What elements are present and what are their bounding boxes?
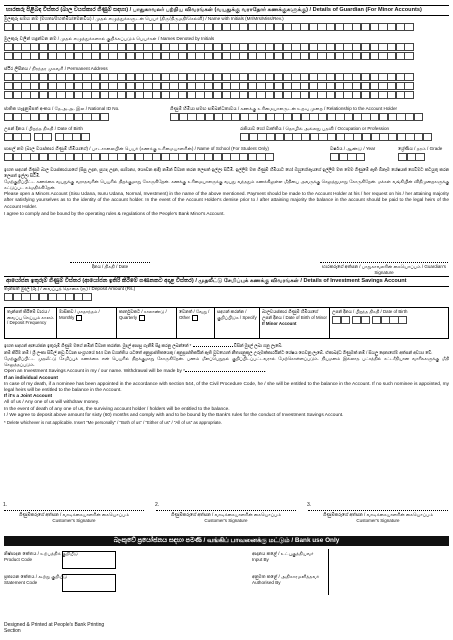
customer-signature-2[interactable] bbox=[155, 502, 296, 523]
guardian-school-boxes[interactable] bbox=[4, 153, 304, 161]
deposit-amount-boxes[interactable] bbox=[4, 293, 204, 301]
minor-dob-cell bbox=[330, 308, 448, 338]
deposit-frequency-label: තැන්පත් කිරීමේ වාරය / வைப்பு செய்யும் காலம் / Deposit Frequency bbox=[5, 308, 57, 338]
signature-2-label: Customer's Signature bbox=[204, 517, 248, 523]
guardian-para-en1: Please open a Minors Account (Sisu Udana, Isuru Udana, Normal, Investment) in the name of the above mentioned. Payment should be made to the Account Holder at his / her request on his / her attaining majority after satisfying yourselves as to the identity of the account holder. In the event of the Account Holder's demise prior to / after attaining majority the balance in the account should be paid to the legal heirs of the Account Holder. bbox=[4, 191, 449, 209]
signature-3-label: Customer's Signature bbox=[356, 517, 400, 523]
authorised-by-label: Authorised By bbox=[252, 579, 281, 585]
guardian-nic-label: ජාතික හැඳුනුම්පත් අංකය / தே.அ.அ. இல / National ID No. bbox=[4, 106, 120, 111]
bank-authorisation-box[interactable] bbox=[328, 549, 448, 595]
guardian-relationship-row bbox=[170, 106, 449, 121]
quarterly-checkbox[interactable] bbox=[139, 315, 145, 321]
other-label: වෙනත් / வேறு / Other bbox=[179, 309, 210, 320]
joint-account-heading: If it's a Joint Account bbox=[4, 394, 53, 400]
guardian-grade-row bbox=[398, 146, 448, 161]
quarterly-label: කාර්තුවකට / காலாண்டு / Quarterly bbox=[119, 309, 167, 320]
guardian-address-label: ස්ථිර ලිපිනය / நிரந்தர முகவரி / Permanent Address bbox=[4, 66, 108, 71]
guardian-para-ta: மேற்குறிப்பிட்ட கணக்கை வயதுக்கு வராதவரின் பெயரில் திறக்குமாறு கோருகிறேன். கணக்கு உரிமையாளருக்கு வயது வந்ததும் கணக்கிலுள்ள மீதியை அவருக்கு செலுத்துமாறு கோருகிறேன். மக்கள் வங்கியின் விதிமுறைகளுக்கு கட்டுப்பட சம்மதிக்கிறேன். bbox=[4, 179, 449, 190]
statement-code-si: ප්‍රකාශන කේතය / கூற்று குறியீடு bbox=[4, 574, 68, 579]
input-by-row bbox=[252, 551, 332, 562]
guardian-names-boxes[interactable] bbox=[4, 43, 449, 51]
product-code-box[interactable] bbox=[62, 551, 116, 569]
guardian-name-label: මුලකුරු සමඟ නම (මහතා/මහත්මිය/මෙනවිය) / முதல் எழுத்துக்களுடன் பெயர் (திரு/திருமதி/செல்வி) / Name with Initials (Mr/Mrs/Miss/Rev.) bbox=[4, 16, 284, 21]
nominee-paragraph: In case of my death, if a nominee has been appointed in the accordance with section 544, of the Civil Procedure Code, he / she will be entitled to the balance in the Account. If no such nominee is appointed, my legal heirs will be entitled to the balance in the Account. bbox=[4, 381, 449, 394]
specify-field[interactable]: සඳහන් කරන්න / குறிப்பிடுக / Specify bbox=[215, 308, 260, 338]
guardian-year-label: වර්ෂය / ஆண்டு / Year bbox=[330, 146, 376, 151]
statement-code-label: Statement Code bbox=[4, 579, 38, 585]
input-by-si: ආදානය කළේ / உட்புகுத்தியவர் bbox=[252, 551, 314, 556]
monthly-checkbox[interactable] bbox=[76, 315, 82, 321]
instructions-list-si: නම් කිරීම නම් / ශ්‍රී ලංකා සිවිල් නඩු විධාන සංග්‍රහයේ 544 වන වගන්තිය යටතේ අනුප්‍රාප්තිකයෙකු / අනුප්‍රාප්තිකයින් ඇති වුවහොත් නීත්‍යානුකූල උරුමක්කාරයින්ට ශේෂය ගෙවනු ලැබේ. ඒකාබද්ධ ගිණුමක් නම් / සියලු දෙනාගේම අත්සන් අවශ්‍ය වේ. bbox=[4, 349, 433, 355]
guardian-address-boxes-2[interactable] bbox=[4, 82, 449, 90]
guardian-dob-label: උපන් දිනය / பிறந்த திகதி / Date of Birth bbox=[4, 126, 83, 131]
signature-2-si: ගිණුම්කරුගේ අත්සන / வாடிக்கையாளரின் கையொப்பம் bbox=[170, 512, 282, 517]
guardian-occupation-label: රැකියාව හෝ වෘත්තිය / தொழில் அல்லது பதவி / Occupation or Profession bbox=[240, 126, 390, 131]
deposit-frequency-grid bbox=[4, 307, 449, 339]
deposit-amount-row bbox=[4, 286, 204, 301]
guardian-nic-row bbox=[4, 106, 154, 121]
guardian-occupation-row bbox=[240, 126, 449, 141]
footer-line-1: Designed & Printed at People's Bank Printing bbox=[4, 622, 105, 628]
signature-1-si: ගිණුම්කරුගේ අත්සන / வாடிக்கையாளரின் கையொப்பம் bbox=[18, 512, 130, 517]
guardian-name-row bbox=[4, 16, 449, 31]
guardian-grade-boxes[interactable] bbox=[398, 153, 448, 161]
customer-signature-3[interactable] bbox=[307, 502, 448, 523]
delete-note: * Delete whichever is not applicable. Insert "Me personally" / "Both of us" / "Either of us" / "All of us" as appropriate. bbox=[4, 420, 223, 426]
authorised-by-row bbox=[252, 574, 332, 585]
joint-line-1: All of us / Any one of us will withdraw money. bbox=[4, 400, 100, 406]
agreement-line: I / We agree to deposit above amount for sixty (60) months and comply with and to be bound by the Bank's rules for the conduct of Investment Savings Account. bbox=[4, 412, 344, 418]
minor-dob-short-label: උපන් දිනය / பிறந்த திகதி / Date of Birth bbox=[332, 309, 408, 314]
guardian-name-boxes[interactable] bbox=[4, 23, 449, 31]
guardian-address-row bbox=[4, 66, 449, 99]
quarterly-option[interactable] bbox=[117, 308, 177, 338]
instructions-list-ta: மேற்குறிப்பிட்ட முதலீட்டு சேமிப்புக் கணக்கை என் பெயரில் திறக்குமாறு கோருகிறேன். பணம் மீளப்பெறுதல் குறிப்பிடப்பட்டவரால் மேற்கொள்ளப்படும். நியமனம் இல்லாத பட்சத்தில் சட்டரீதியான வாரிசுகளுக்கு மீதி செலுத்தப்படும். bbox=[4, 356, 449, 367]
guardian-para-si: ඉහත සඳහන් ගිණුම බාල වයස්කාරයාගේ (සිසු උදාන, සුහද උදාන, සාමාන්‍ය, යෞවන ආදී) නමින් විවෘත කරන ලෙසත් ඉල්ලා සිටිමි. ඉල්ලීම මත ගිණුම් හිමියාට හෝ ඔහුගේ/ඇයගේ ඉල්ලීම මත මෙම ගිණුමේ ඇති ඕනෑම ශේෂයක් ගෙවීමට කටයුතු කරන ලෙසත් ඉල්ලා සිටිමි. bbox=[4, 167, 449, 178]
guardian-section-header: භාරකරු පිළිබඳ විස්තර (බාල වයස්කාර ගිණුම් සඳහා) / பாதுகாவலர் பற்றிய விவரங்கள் (வயதுக்கு வராதோர் கணக்குகளுக்கு) / Details of Guardian (For Minor Accounts) bbox=[4, 5, 449, 16]
input-by-label: Input By bbox=[252, 556, 269, 562]
bank-use-header: බැංකුවේ ප්‍රයෝජනය සඳහා පමණි / வங்கிப் பாவனைக்கு மட்டும் / Bank use Only bbox=[4, 536, 449, 546]
guardian-grade-label: ශ්‍රේණිය / தரம் / Grade bbox=[398, 146, 443, 151]
instructions-intro-si bbox=[4, 343, 449, 349]
guardian-school-label: පාසල් නම (බාල වයස්කාර ගිණුම් හිමියාගේ) / பாடசாலையின் பெயர் (கணக்கு உரிமையாளரின்) / Name of School (For Student Only) bbox=[4, 146, 269, 151]
monthly-option[interactable] bbox=[57, 308, 117, 338]
other-option[interactable] bbox=[177, 308, 215, 338]
guardian-occupation-boxes[interactable] bbox=[240, 133, 449, 141]
guardian-address-boxes-3[interactable] bbox=[4, 91, 449, 99]
signature-3-si: ගිණුම්කරුගේ අත්සන / வாடிக்கையாளரின் கையொப்பம் bbox=[322, 512, 434, 517]
instructions-block bbox=[4, 343, 449, 426]
if-minor-label: If Minor Account bbox=[262, 321, 297, 326]
product-code-label: Product Code bbox=[4, 556, 33, 562]
guardian-names-row bbox=[4, 36, 449, 60]
open-en-text-2: . bbox=[265, 369, 267, 375]
monthly-label: මාසිකව / மாதாந்தம் / Monthly bbox=[59, 309, 100, 320]
joint-line-2: In the event of death of any one of us, the surviving account holder / holders will be entitled to the balance. bbox=[4, 406, 230, 412]
customer-signature-1[interactable] bbox=[3, 502, 144, 523]
authorised-by-si: අනුමත කළේ / அதிகாரமளித்தவர் bbox=[252, 574, 320, 579]
withdrawal-by-si-field[interactable] bbox=[193, 346, 233, 347]
guardian-date-field[interactable]: දිනය / திகதி / Date bbox=[70, 262, 150, 270]
guardian-school-row bbox=[4, 146, 304, 161]
guardian-signature-field[interactable]: භාරකරුගේ අත්සන / பாதுகாவலரின் கையொப்பம் / Guardian's Signature bbox=[321, 264, 447, 275]
product-code-si: නිෂ්පාදන කේතය / உற்பத்திக் குறியீடு bbox=[4, 551, 78, 556]
statement-code-box[interactable] bbox=[62, 574, 116, 592]
guardian-address-boxes-1[interactable] bbox=[4, 73, 449, 81]
guardian-names-label: මුලකුරු වලින් හඳුන්වන නම / முதல் எழுத்துக்களால் குறிக்கப்படும் பெயர்கள் / Names Denoted by Initials bbox=[4, 36, 215, 41]
minor-dob-boxes[interactable] bbox=[332, 316, 446, 324]
intro-si-text: ඉහත සඳහන් ආයෝජන ඉතුරුම් ගිණුම මගේ නමින් විවෘත කරන්න. මුදල් ආපසු ගැනීම් සිදු කරනු ලබන්නේ * bbox=[4, 343, 192, 348]
guardian-year-row bbox=[330, 146, 380, 161]
investment-section-header: ආයෝජන ඉතුරුම් ගිණුම් විස්තර (ආයෝජන ඉතිරි කිරීමේ ගණනකට අදාළ විස්තර) / முதலீட்டு சேமிப்புக் கணக்கு விவரங்கள் / Details of Investment Savings Account bbox=[4, 276, 449, 287]
guardian-year-boxes[interactable] bbox=[330, 153, 380, 161]
individual-account-heading: If an individual Account bbox=[4, 375, 58, 381]
guardian-para-en2: I agree to comply and be bound by the operating rules & regulations of the People's Bank Minor's Account. bbox=[4, 210, 225, 216]
guardian-declaration bbox=[4, 167, 449, 217]
guardian-dob-row bbox=[4, 126, 154, 141]
guardian-relationship-label: ගිණුම් හිමියා සමඟ සම්බන්ධතාවය / கணக்கு உரிமையாளருடன் உறவு முறை / Relationship to the Account Holder bbox=[170, 106, 398, 111]
guardian-nic-boxes[interactable] bbox=[4, 113, 154, 121]
withdrawal-by-field[interactable] bbox=[185, 369, 267, 375]
minor-dob-label: බාලවයස්කාර ගිණුම් හිමියාගේ උපන් දිනය / Date of Birth of Minor bbox=[262, 309, 327, 320]
printer-footer bbox=[4, 622, 104, 635]
signature-3-number: 3. bbox=[307, 502, 312, 508]
footer-line-2: Section bbox=[4, 628, 21, 635]
minor-account-cell bbox=[260, 308, 330, 338]
signature-1-number: 1. bbox=[3, 502, 8, 508]
guardian-relationship-boxes[interactable] bbox=[170, 113, 449, 121]
signature-2-number: 2. bbox=[155, 502, 160, 508]
guardian-dob-boxes[interactable] bbox=[4, 133, 154, 141]
other-checkbox[interactable] bbox=[192, 315, 198, 321]
signature-1-label: Customer's Signature bbox=[52, 517, 96, 523]
guardian-names-boxes-2[interactable] bbox=[4, 52, 449, 60]
open-en-text: Open an Investment Savings Account in my / our name. Withdrawal will be made by * bbox=[4, 369, 186, 375]
intro-si-text-2: විසින් මුදල් ලබා ගනු ලැබේ. bbox=[233, 343, 283, 348]
deposit-amount-label: තැන්පත් මුදල (රු.) / வைப்புத் தொகை (ரூ) / Deposit Amount (Rs.) bbox=[4, 286, 136, 291]
